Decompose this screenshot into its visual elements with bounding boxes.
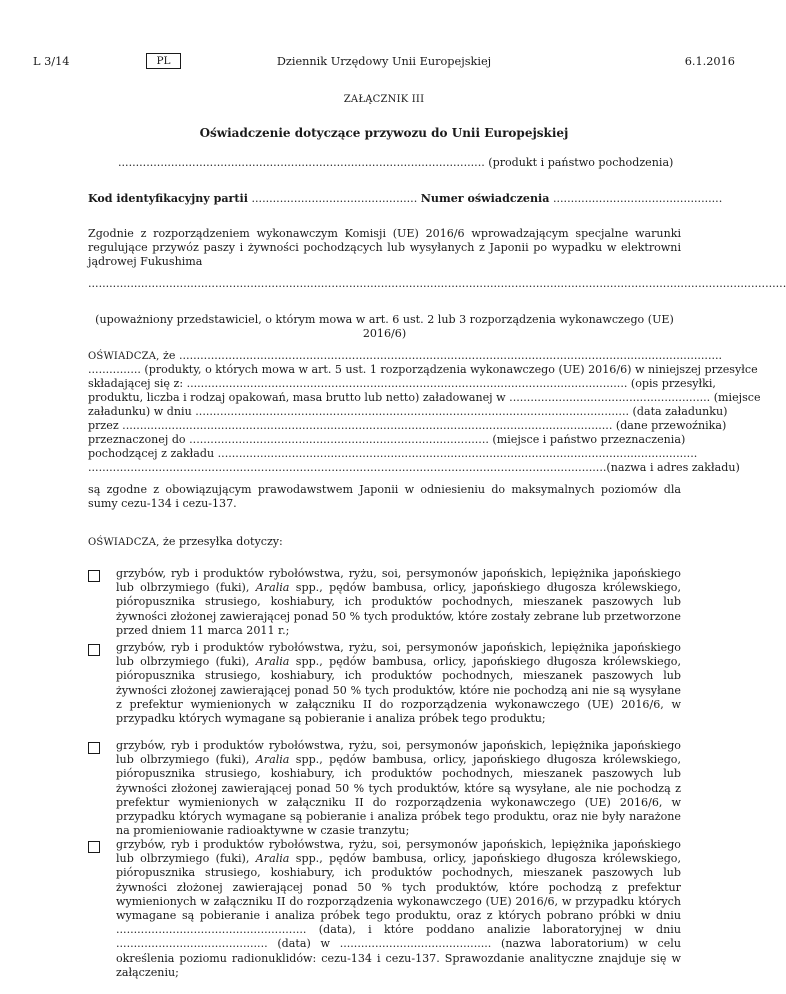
product-origin-line: ........................................................................................................ (produkt i państwo pochodzenia) [118,156,674,169]
compliance-statement: są zgodne z obowiązującym prawodawstwem Japonii w odniesieniu do maksymalnych poziomów dla sumy cezu-134 i cezu-137. [88,483,681,511]
option-2 [88,641,681,731]
option-3-text: grzybów, ryb i produktów rybołówstwa, ryżu, soi, persymonów japońskich, lepiężnika japońskiego lub olbrzymiego (fuki), Aralia spp., pędów bambusa, orlicy, japońskiego długosza królewskiego, pióropusznika strusiego, koshiabury, ich produktów pochodnych, mieszanek paszowych lub żywności złożonej zawierającej ponad 50 % tych produktów, które są wysyłane, ale nie pochodzą z prefektur wymienionych w załączniku II do rozporządzenia wykonawczego (UE) 2016/6, w przypadku których wymagane są pobieranie i analiza próbek tego produktu, oraz nie były narażone na promieniowanie radioaktywne w czasie tranzytu; [116,739,681,838]
page-header [33,53,735,69]
consignment-statement: OŚWIADCZA, że przesyłka dotyczy: [88,535,283,548]
declaration-number-label: Numer oświadczenia [420,192,550,205]
annex-label: ZAŁĄCZNIK III [343,94,425,105]
declares-line-6: przez ........................................................................................................................................... (dane przewoźnika) [88,419,727,432]
consignment-label: OŚWIADCZA, [88,537,160,548]
declares-line-2: ............... (produkty, o których mowa w art. 5 ust. 1 rozporządzenia wykonawczego (UE) 2016/6) w niniejszej przesyłce [88,363,758,376]
option-1-text: grzybów, ryb i produktów rybołówstwa, ryżu, soi, persymonów japońskich, lepiężnika japońskiego lub olbrzymiego (fuki), Aralia spp., pędów bambusa, orlicy, japońskiego długosza królewskiego, pióropusznika strusiego, koshiabury, ich produktów pochodnych, mieszanek paszowych lub żywności złożonej zawierającej ponad 50 % tych produktów, które zostały zebrane lub przetworzone przed dniem 11 marca 2011 r.; [116,567,681,637]
option-4 [88,838,681,979]
declares-line-5: załadunku) w dniu ........................................................................................................................... (data załadunku) [88,405,728,418]
language-box: PL [146,53,181,69]
declares-label: OŚWIADCZA, [88,351,160,362]
declares-line-8: pochodzącej z zakładu ........................................................................................................................................ [88,447,698,460]
intro-paragraph: Zgodnie z rozporządzeniem wykonawczym Komisji (UE) 2016/6 wprowadzającym specjalne warunki regulujące przywóz paszy i żywności pochodzących lub wysyłanych z Japonii po wypadku w elektrowni jądrowej Fukushima [88,227,681,269]
option-4-checkbox[interactable] [88,841,100,853]
declares-line-1: OŚWIADCZA, że .......................................................................................................................................................... [88,349,723,362]
representative-caption: (upoważniony przedstawiciel, o którym mowa w art. 6 ust. 2 lub 3 rozporządzenia wykonawczego (UE) 2016/6) [95,313,674,341]
representative-dots: ...................................................................................................................................................................................................... [88,277,786,290]
option-1-checkbox[interactable] [88,570,100,582]
option-1 [88,567,681,637]
document-title: Oświadczenie dotyczące przywozu do Unii Europejskiej [199,126,569,140]
option-2-checkbox[interactable] [88,644,100,656]
declares-line-3: składającej się z: ............................................................................................................................. (opis przesyłki, [88,377,716,390]
option-2-text: grzybów, ryb i produktów rybołówstwa, ryżu, soi, persymonów japońskich, lepiężnika japońskiego lub olbrzymiego (fuki), Aralia spp., pędów bambusa, orlicy, japońskiego długosza królewskiego, pióropusznika strusiego, koshiabury, ich produktów pochodnych, mieszanek paszowych lub żywności złożonej zawierającej ponad 50 % tych produktów, które nie pochodzą ani nie są wysyłane z prefektur wymienionych w załączniku II do rozporządzenia wykonawczego (UE) 2016/6, w przypadku których wymagane są pobieranie i analiza próbek tego produktu; [116,641,681,726]
declares-line-4: produktu, liczba i rodzaj opakowań, masa brutto lub netto) załadowanej w ......................................................... (miejsce [88,391,761,404]
declaration-number-dots: ................................................ [552,192,723,205]
batch-code-label: Kod identyfikacyjny partii [88,192,248,205]
journal-reference: L 3/14 [33,55,70,68]
declares-line-7: przeznaczonej do ..................................................................................... (miejsce i państwo przeznaczenia) [88,433,686,446]
batch-code-dots: ............................................... [251,192,418,205]
publication-date: 6.1.2016 [684,55,735,68]
option-3 [88,739,681,838]
option-4-text: grzybów, ryb i produktów rybołówstwa, ryżu, soi, persymonów japońskich, lepiężnika japońskiego lub olbrzymiego (fuki), Aralia spp., pędów bambusa, orlicy, japońskiego długosza królewskiego, pióropusznika strusiego, koshiabury, ich produktów pochodnych, mieszanek paszowych lub żywności złożonej zawierającej ponad 50 % tych produktów, które pochodzą z prefektur wymienionych w załączniku II do rozporządzenia wykonawczego (UE) 2016/6, w przypadku których wymagane są pobieranie i analiza próbek tego produktu, oraz z których pobrano próbki w dniu ...................................................... (data), i które poddano analizie laboratoryjnej w dniu ........................................... (data) w ........................................... (nazwa laboratorium) w celu określenia poziomu radionuklidów: cezu-134 i cezu-137. Sprawozdanie analityczne znajduje się w załączeniu; [116,838,681,979]
journal-title: Dziennik Urzędowy Unii Europejskiej [276,55,492,68]
declares-line-9: ...................................................................................................................................................(nazwa i adres zakładu) [88,461,740,474]
option-3-checkbox[interactable] [88,742,100,754]
identification-line [88,192,723,206]
